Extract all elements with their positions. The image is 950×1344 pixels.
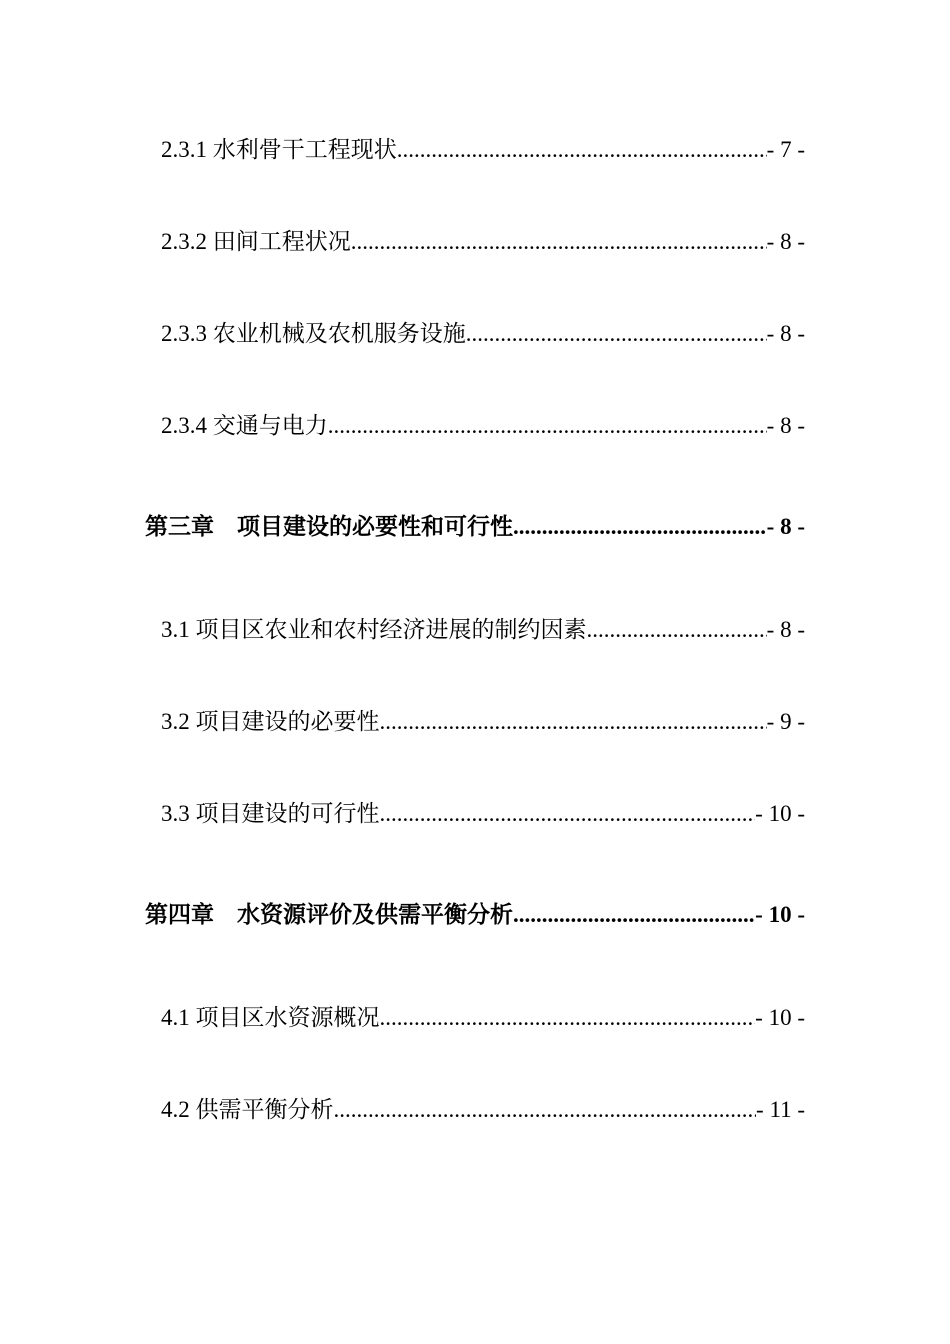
- dot-leader: [466, 317, 767, 351]
- dot-leader: [513, 510, 767, 544]
- toc-entry-label: 2.3.3 农业机械及农机服务设施: [161, 321, 466, 346]
- toc-entry-3-1[interactable]: [161, 613, 805, 647]
- toc-entry-label: 3.3 项目建设的可行性: [161, 801, 380, 826]
- toc-entry-4-2[interactable]: [161, 1093, 805, 1127]
- toc-entry-page-number: - 11 -: [756, 1097, 805, 1122]
- toc-entry-page-number: - 9 -: [766, 709, 805, 734]
- toc-entry-chapter-3[interactable]: [145, 510, 805, 544]
- toc-chapter-label: 第四章 水资源评价及供需平衡分析: [145, 902, 513, 927]
- toc-entry-page-number: - 8 -: [766, 229, 805, 254]
- toc-entry-page-number: - 8 -: [766, 617, 805, 642]
- toc-entry-3-3[interactable]: [161, 797, 805, 831]
- toc-entry-page-number: - 10 -: [755, 902, 805, 927]
- toc-entry-label: 3.2 项目建设的必要性: [161, 709, 380, 734]
- dot-leader: [380, 1001, 756, 1035]
- dot-leader: [587, 613, 767, 647]
- toc-entry-page-number: - 7 -: [766, 137, 805, 162]
- dot-leader: [397, 133, 767, 167]
- dot-leader: [380, 797, 756, 831]
- toc-entry-page-number: - 10 -: [755, 1005, 805, 1030]
- toc-chapter-label: 第三章 项目建设的必要性和可行性: [145, 514, 513, 539]
- toc-entry-page-number: - 10 -: [755, 801, 805, 826]
- dot-leader: [351, 225, 767, 259]
- toc-entry-page-number: - 8 -: [766, 321, 805, 346]
- toc-entry-label: 3.1 项目区农业和农村经济进展的制约因素: [161, 617, 587, 642]
- toc-entry-label: 4.1 项目区水资源概况: [161, 1005, 380, 1030]
- toc-entry-2-3-1[interactable]: [161, 133, 805, 167]
- toc-entry-2-3-3[interactable]: [161, 317, 805, 351]
- dot-leader: [328, 409, 767, 443]
- toc-entry-page-number: - 8 -: [766, 413, 805, 438]
- toc-entry-label: 2.3.1 水利骨干工程现状: [161, 137, 397, 162]
- dot-leader: [380, 705, 767, 739]
- dot-leader: [513, 898, 755, 932]
- toc-entry-3-2[interactable]: [161, 705, 805, 739]
- toc-entry-4-1[interactable]: [161, 1001, 805, 1035]
- toc-entry-page-number: - 8 -: [766, 514, 805, 539]
- dot-leader: [334, 1093, 757, 1127]
- toc-entry-label: 4.2 供需平衡分析: [161, 1097, 334, 1122]
- toc-entry-label: 2.3.2 田间工程状况: [161, 229, 351, 254]
- toc-entry-2-3-4[interactable]: [161, 409, 805, 443]
- toc-entry-chapter-4[interactable]: [145, 898, 805, 932]
- toc-entry-label: 2.3.4 交通与电力: [161, 413, 328, 438]
- toc-entry-2-3-2[interactable]: [161, 225, 805, 259]
